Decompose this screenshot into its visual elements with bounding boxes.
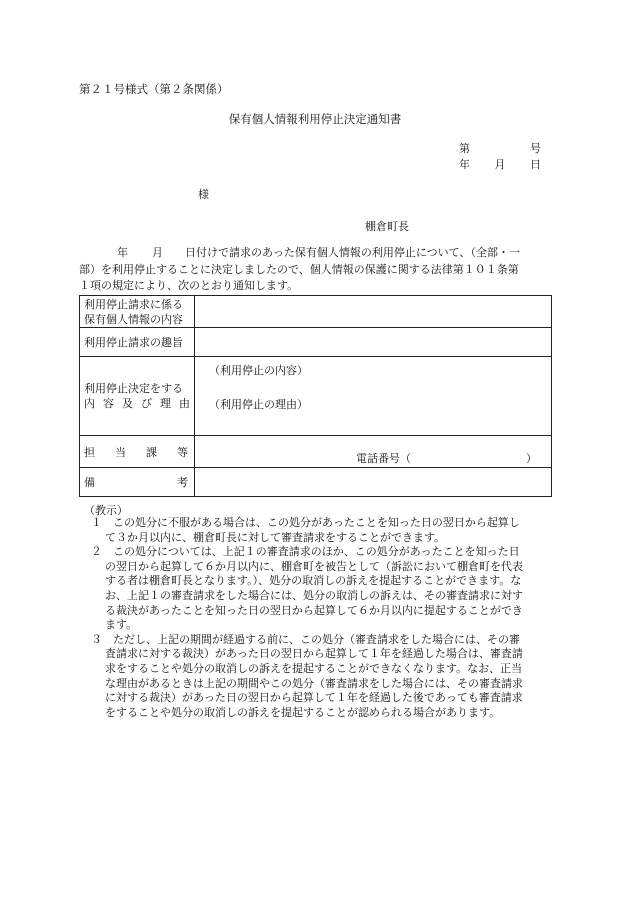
label-char: 担 <box>84 445 95 459</box>
date-day: 日 <box>530 158 541 171</box>
notice-item-3 <box>79 633 553 721</box>
document-title: 保有個人情報利用停止決定通知書 <box>228 112 402 126</box>
label-decision-2 <box>84 396 190 411</box>
notice-item-2 <box>79 545 553 633</box>
label-char: 由 <box>179 397 190 410</box>
field-info-content[interactable] <box>195 296 552 328</box>
label-char: 及 <box>122 397 133 410</box>
notice-line: て３か月以内に、棚倉町長に対して審査請求をすることができます。 <box>105 530 446 544</box>
addressee-suffix: 様 <box>198 188 209 201</box>
label-info-content <box>80 296 195 328</box>
date-month: 月 <box>494 158 506 171</box>
label-remarks <box>80 468 195 497</box>
phone-number-field <box>199 438 547 466</box>
notice-line: お、上記１の審査請求をした場合には、処分の取消しの訴えは、その審査請求に対す <box>105 588 523 602</box>
label-info-content-2: 保有個人情報の内容 <box>84 312 183 326</box>
notice-heading: （教示） <box>84 504 128 517</box>
label-department <box>80 436 195 468</box>
intro-year: 年 <box>117 246 128 259</box>
notice-line: する者は棚倉町長となります。）、処分の取消しの訴えを提起することができます。な <box>105 574 522 588</box>
notice-item-number: ２ <box>91 545 102 559</box>
decision-reason-label: （利用停止の理由） <box>209 398 308 411</box>
number-prefix: 第 <box>459 142 470 155</box>
label-char: 理 <box>160 397 171 410</box>
intro-paragraph <box>79 245 552 295</box>
label-char: 当 <box>115 445 126 459</box>
sender-name: 棚倉町長 <box>365 220 409 233</box>
label-decision <box>80 357 195 436</box>
label-char: び <box>141 397 152 410</box>
table-row-department <box>80 436 552 468</box>
document-number-line <box>459 140 541 156</box>
notice-form-table <box>79 295 552 497</box>
decision-content-label: （利用停止の内容） <box>209 364 308 377</box>
label-purpose: 利用停止請求の趣旨 <box>80 328 195 357</box>
notice-line: ただし、上記の期間が経過する前に、この処分（審査請求をした場合には、その審 <box>113 632 520 646</box>
label-char: 備 <box>84 476 95 489</box>
label-char: 内 <box>84 397 95 410</box>
date-year: 年 <box>459 158 470 171</box>
notice-item-number: １ <box>91 516 102 529</box>
notice-line: この処分については、上記１の審査請求のほか、この処分があったことを知った日 <box>113 545 520 559</box>
phone-label: 電話番号（ <box>356 451 411 465</box>
field-decision[interactable] <box>195 357 552 436</box>
intro-month: 月 <box>152 246 163 259</box>
label-char: 等 <box>177 445 188 459</box>
intro-line-2: 部）を利用停止することに決定しましたので、個人情報の保護に関する法律第１０１条第 <box>79 262 519 276</box>
field-department[interactable] <box>195 436 552 468</box>
label-char: 課 <box>146 445 157 459</box>
form-number: 第２１号様式（第２条関係） <box>79 82 229 96</box>
notice-line: この処分に不服がある場合は、この処分があったことを知った日の翌日から起算し <box>113 516 520 529</box>
label-info-content-1: 利用停止請求に係る <box>84 297 183 311</box>
intro-line-1 <box>79 245 552 262</box>
notice-line: の翌日から起算して６か月以内に、棚倉町を被告として（訴訟において棚倉町を代表 <box>105 559 523 573</box>
field-purpose[interactable] <box>195 328 552 357</box>
number-suffix: 号 <box>530 142 541 155</box>
table-row-remarks <box>80 468 552 497</box>
table-row-info-content <box>80 296 552 328</box>
label-char: 考 <box>177 476 188 489</box>
notice-item-number: ３ <box>91 632 102 646</box>
notice-line: る裁決があったことを知った日の翌日から起算して６か月以内に提起することができ <box>105 603 523 617</box>
document-date-line <box>459 156 541 172</box>
notice-line: な理由があるときは上記の期間やこの処分（審査請求をした場合には、その審査請求 <box>105 676 523 690</box>
table-row-decision <box>80 357 552 436</box>
table-row-purpose <box>80 328 552 357</box>
notice-line: をすることや処分の取消しの訴えを提起することが認められる場合があります。 <box>105 705 501 719</box>
notice-item-1 <box>79 516 553 545</box>
label-char: 容 <box>103 397 114 410</box>
notice-section <box>79 516 553 720</box>
field-remarks[interactable] <box>195 468 552 497</box>
notice-line: 査請求に対する裁決）があった日の翌日から起算して１年を経過した場合は、審査請 <box>105 647 523 661</box>
label-decision-1: 利用停止決定をする <box>84 382 183 395</box>
notice-line: に対する裁決）があった日の翌日から起算して１年を経過した後であっても審査請求 <box>105 691 523 705</box>
intro-line-3: １項の規定により、次のとおり通知します。 <box>79 279 299 292</box>
intro-line1-text: 日付けで請求のあった保有個人情報の利用停止について、（全部・一 <box>185 246 520 259</box>
notice-line: 求をすることや処分の取消しの訴えを提起することができなくなります。なお、正当 <box>105 661 523 675</box>
phone-close: ） <box>526 451 537 465</box>
notice-line: ます。 <box>105 618 138 632</box>
